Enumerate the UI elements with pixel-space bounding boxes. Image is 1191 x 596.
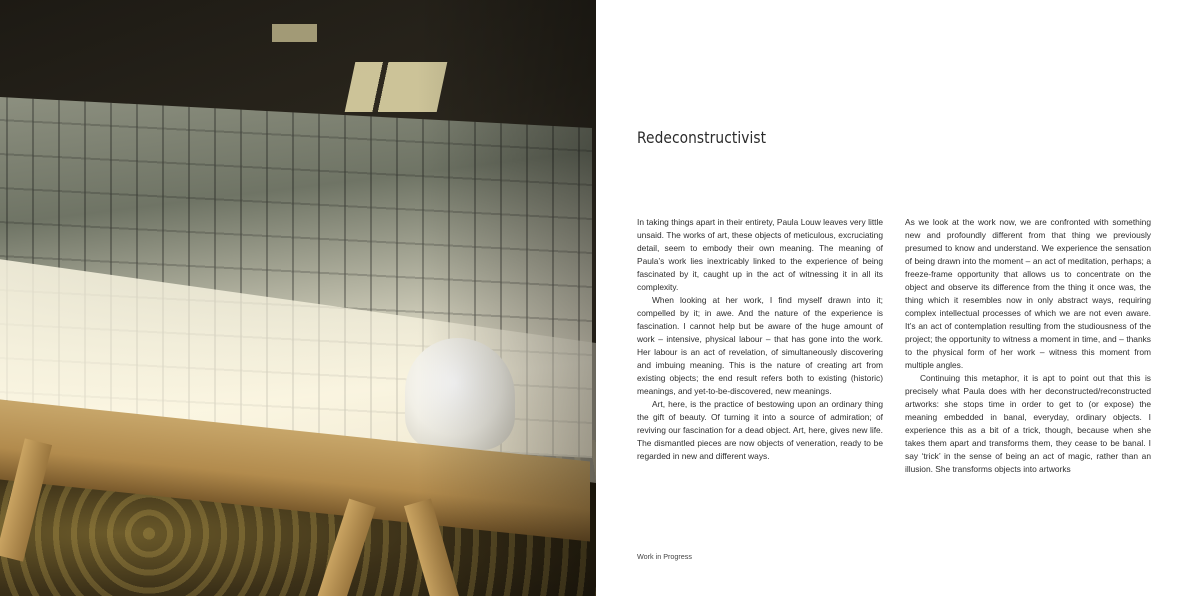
text-column-left	[637, 216, 883, 463]
paragraph: When looking at her work, I find myself drawn into it; compelled by it; in awe. And the nature of the experience is fascination. I cannot help but be aware of the huge amount of work – intensive, physical labour – that has gone into the work. Her labour is an act of revelation, of simultaneously discovering and imbuing meaning. This is the nature of creating art from existing objects; the end result refers both to existing (historic) meanings, and yet-to-be-discovered, new meanings.	[637, 295, 883, 396]
text-page	[596, 0, 1191, 596]
running-footer: Work in Progress	[637, 552, 692, 561]
paragraph: In taking things apart in their entirety, Paula Louw leaves very little unsaid. The works of art, these objects of meticulous, excruciating detail, seem to embody their own meaning. The meaning of Paula’s work lies inextricably linked to the experience of being fascinated by it, caught up in the act of witnessing it in all its complexity.	[637, 217, 883, 292]
paragraph: Continuing this metaphor, it is apt to point out that this is precisely what Paula does with her deconstructed/reconstructed artworks: she stops time in order to get to (or expose) the meaning embedded in banal, everyday, ordinary objects. I experience this as a bit of a trick, though, because when she takes them apart and transforms them, they cease to be banal. I say ‘trick’ in the sense of being an act of magic, rather than an illusion. She transforms objects into artworks	[905, 373, 1151, 474]
text-column-right	[905, 216, 1151, 476]
paragraph: Art, here, is the practice of bestowing upon an ordinary thing the gift of beauty. Of turning it into a source of admiration; of reviving our fascination for a dead object. Art, here, gives new life. The dismantled pieces are now objects of veneration, ready to be regarded in new and different ways.	[637, 399, 883, 461]
paragraph: As we look at the work now, we are confronted with something new and profoundly different from that thing we previously presumed to know and understand. We experience the sensation of being drawn into the moment – an act of meditation, perhaps; a freeze-frame opportunity that allows us to concentrate on the object and observe its difference from the thing it once was, the thing which it resembles now in only abstract ways, requiring complex intellectual processes of which we are not even aware. It’s an act of contemplation resulting from the studiousness of the project; the opportunity to witness a moment in time, and – thanks to the physical form of her work – witness this moment from multiple angles.	[905, 217, 1151, 370]
page-title: Redeconstructivist	[637, 128, 767, 147]
